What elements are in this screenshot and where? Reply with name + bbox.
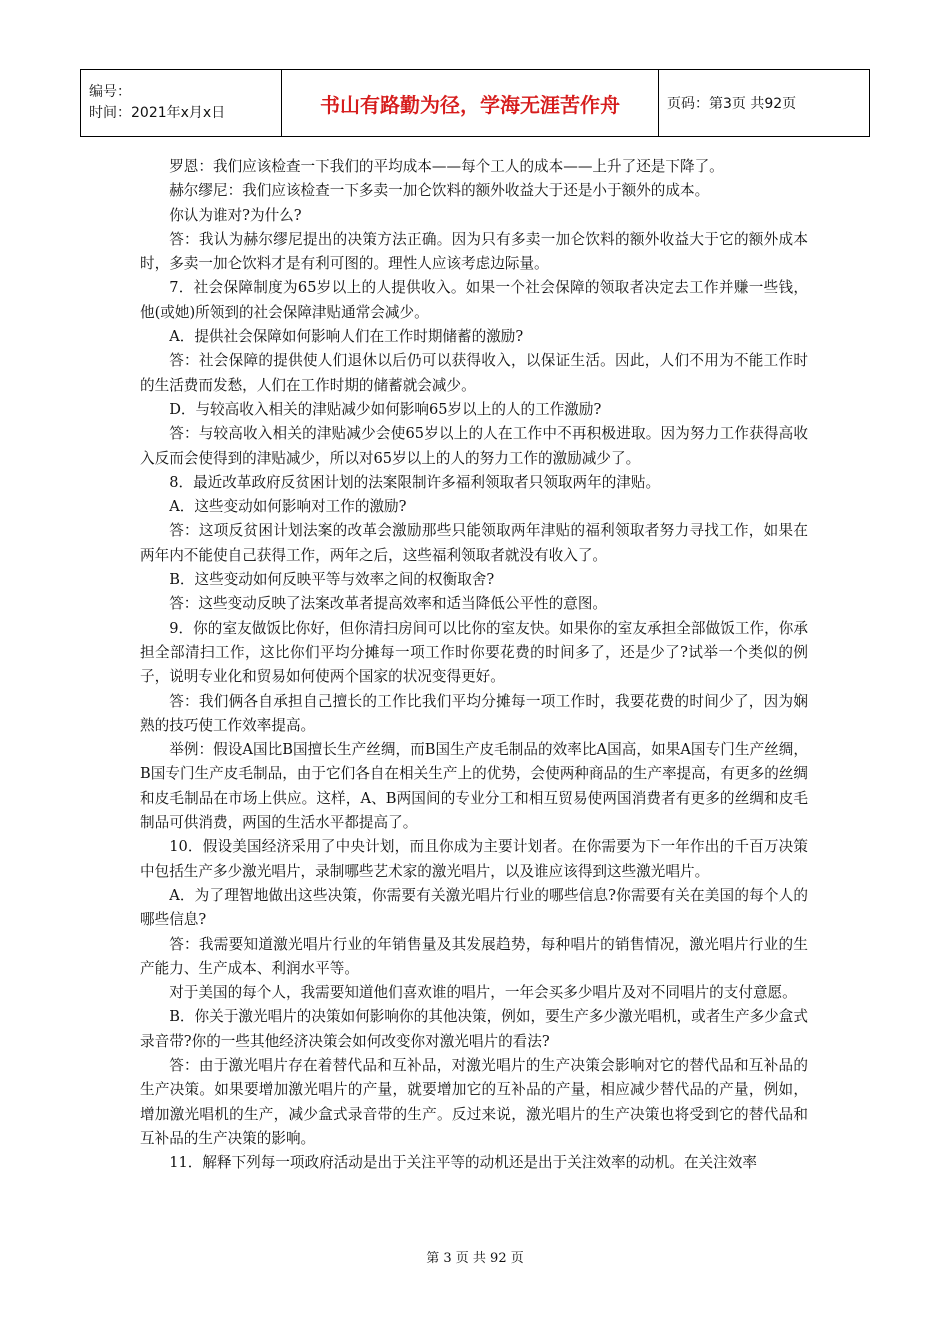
paragraph: B．你关于激光唱片的决策如何影响你的其他决策，例如，要生产多少激光唱机，或者生产多少盒式录音带?你的一些其他经济决策会如何改变你对激光唱片的看法? bbox=[140, 1008, 808, 1050]
paragraph: 11．解释下列每一项政府活动是出于关注平等的动机还是出于关注效率的动机。在关注效率 bbox=[169, 1154, 757, 1172]
time-label: 时间：2021年x月x日 bbox=[89, 105, 226, 121]
page-footer: 第 3 页 共 92 页 bbox=[426, 1251, 524, 1266]
paragraph: 7．社会保障制度为65岁以上的人提供收入。如果一个社会保障的领取者决定去工作并赚一些钱，他(或她)所领到的社会保障津贴通常会减少。 bbox=[140, 279, 808, 321]
header-page-info: 页码：第3页 共92页 bbox=[659, 70, 870, 137]
paragraph: A．为了理智地做出这些决策，你需要有关激光唱片行业的哪些信息?你需要有关在美国的每个人的哪些信息? bbox=[140, 886, 808, 929]
paragraph: 答：这项反贫困计划法案的改革会激励那些只能领取两年津贴的福利领取者努力寻找工作，如果在两年内不能使自己获得工作，两年之后，这些福利领取者就没有收入了。 bbox=[140, 522, 808, 564]
paragraph: 答：与较高收入相关的津贴减少会使65岁以上的人在工作中不再积极进取。因为努力工作获得高收入反而会使得到的津贴减少，所以对65岁以上的人的努力工作的激励减少了。 bbox=[140, 425, 808, 467]
paragraph: 答：社会保障的提供使人们退休以后仍可以获得收入，以保证生活。因此，人们不用为不能工作时的生活费而发愁，人们在工作时期的储蓄就会减少。 bbox=[140, 352, 808, 394]
paragraph: 答：我们俩各自承担自己擅长的工作比我们平均分摊每一项工作时，我要花费的时间少了，因为娴熟的技巧使工作效率提高。 bbox=[140, 692, 808, 734]
paragraph: 罗恩：我们应该检查一下我们的平均成本——每个工人的成本——上升了还是下降了。 bbox=[169, 158, 724, 175]
number-label: 编号： bbox=[89, 84, 131, 100]
header-table bbox=[80, 69, 870, 137]
header-motto: 书山有路勤为径，学海无涯苦作舟 bbox=[282, 70, 659, 137]
paragraph: 举例：假设A国比B国擅长生产丝绸，而B国生产皮毛制品的效率比A国高，如果A国专门生产丝绸，B国专门生产皮毛制品，由于它们各自在相关生产上的优势，会使两种商品的生产率提高，有更多的丝绸和皮毛制品在市场上供应。这样，A、B两国间的专业分工和相互贸易使两国消费者有更多的丝绸和皮毛制品可供消费，两国的生活水平都提高了。 bbox=[140, 741, 808, 832]
paragraph: A．这些变动如何影响对工作的激励? bbox=[169, 498, 407, 516]
header-meta-cell bbox=[81, 70, 282, 137]
paragraph: 答：我需要知道激光唱片行业的年销售量及其发展趋势，每种唱片的销售情况，激光唱片行业的生产能力、生产成本、利润水平等。 bbox=[140, 935, 808, 977]
paragraph: 对于美国的每个人，我需要知道他们喜欢谁的唱片，一年会买多少唱片及对不同唱片的支付意愿。 bbox=[169, 984, 797, 1002]
paragraph: 8．最近改革政府反贫困计划的法案限制许多福利领取者只领取两年的津贴。 bbox=[169, 473, 661, 491]
paragraph: 答：这些变动反映了法案改革者提高效率和适当降低公平性的意图。 bbox=[169, 595, 608, 613]
paragraph: 9．你的室友做饭比你好，但你清扫房间可以比你的室友快。如果你的室友承担全部做饭工作，你承担全部清扫工作，这比你们平均分摊每一项工作时你要花费的时间多了，还是少了?试举一个类似的例子，说明专业化和贸易如何使两个国家的状况变得更好。 bbox=[140, 619, 808, 686]
paragraph: A．提供社会保障如何影响人们在工作时期储蓄的激励? bbox=[169, 328, 524, 346]
paragraph: 你认为谁对?为什么? bbox=[169, 206, 302, 224]
paragraph: D．与较高收入相关的津贴减少如何影响65岁以上的人的工作激励? bbox=[169, 400, 602, 418]
paragraph: 答：由于激光唱片存在着替代品和互补品，对激光唱片的生产决策会影响对它的替代品和互补品的生产决策。如果要增加激光唱片的产量，就要增加它的互补品的产量，相应减少替代品的产量，例如，增加激光唱机的生产，减少盒式录音带的生产。反过来说，激光唱片的生产决策也将受到它的替代品和互补品的生产决策的影响。 bbox=[140, 1056, 808, 1147]
paragraph: 10．假设美国经济采用了中央计划，而且你成为主要计划者。在你需要为下一年作出的千百万决策中包括生产多少激光唱片，录制哪些艺术家的激光唱片，以及谁应该得到这些激光唱片。 bbox=[140, 838, 808, 880]
paragraph: B．这些变动如何反映平等与效率之间的权衡取舍? bbox=[169, 571, 495, 589]
paragraph: 赫尔缪尼：我们应该检查一下多卖一加仑饮料的额外收益大于还是小于额外的成本。 bbox=[169, 182, 710, 200]
document-body bbox=[140, 155, 808, 1175]
paragraph: 答：我认为赫尔缪尼提出的决策方法正确。因为只有多卖一加仑饮料的额外收益大于它的额外成本时，多卖一加仑饮料才是有利可图的。理性人应该考虑边际量。 bbox=[140, 230, 808, 273]
